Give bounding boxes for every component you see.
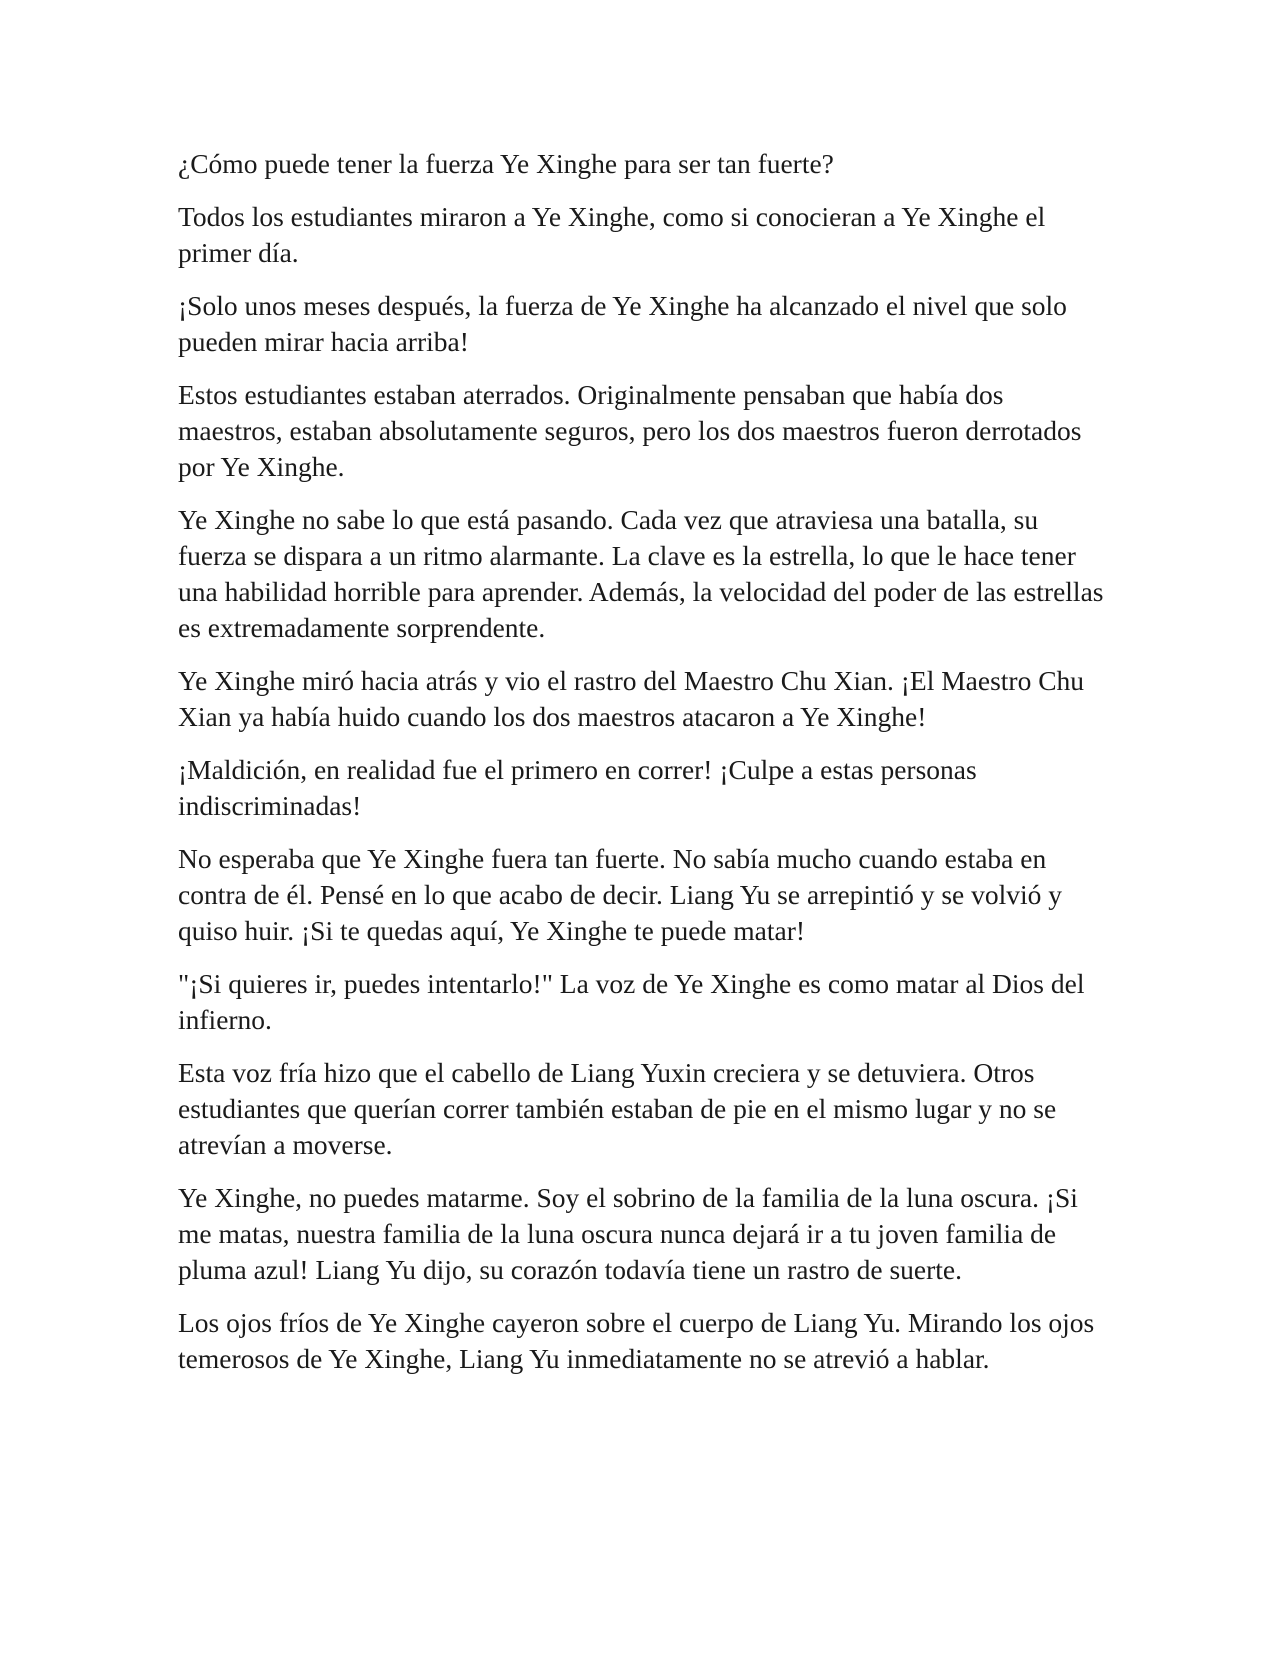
paragraph: ¡Solo unos meses después, la fuerza de Ye Xinghe ha alcanzado el nivel que solo pueden mirar hacia arriba! <box>178 290 1067 357</box>
paragraph: Ye Xinghe miró hacia atrás y vio el rastro del Maestro Chu Xian. ¡El Maestro Chu Xian ya había huido cuando los dos maestros atacaron a Ye Xinghe! <box>178 665 1085 732</box>
paragraph: Ye Xinghe no sabe lo que está pasando. Cada vez que atraviesa una batalla, su fuerza se dispara a un ritmo alarmante. La clave es la estrella, lo que le hace tener una habilidad horrible para aprender. Además, la velocidad del poder de las estrellas es extremadamente sorprendente. <box>178 504 1104 643</box>
paragraph: Todos los estudiantes miraron a Ye Xinghe, como si conocieran a Ye Xinghe el primer día. <box>178 201 1046 268</box>
paragraph: ¿Cómo puede tener la fuerza Ye Xinghe para ser tan fuerte? <box>178 148 834 179</box>
paragraph: ¡Maldición, en realidad fue el primero en correr! ¡Culpe a estas personas indiscriminadas! <box>178 754 977 821</box>
paragraph: No esperaba que Ye Xinghe fuera tan fuerte. No sabía mucho cuando estaba en contra de él. Pensé en lo que acabo de decir. Liang Yu se arrepintió y se volvió y quiso huir. ¡Si te quedas aquí, Ye Xinghe te puede matar! <box>178 843 1063 946</box>
paragraph: Ye Xinghe, no puedes matarme. Soy el sobrino de la familia de la luna oscura. ¡Si me matas, nuestra familia de la luna oscura nunca dejará ir a tu joven familia de pluma azul! Liang Yu dijo, su corazón todavía tiene un rastro de suerte. <box>178 1182 1078 1285</box>
paragraph: Los ojos fríos de Ye Xinghe cayeron sobre el cuerpo de Liang Yu. Mirando los ojos temerosos de Ye Xinghe, Liang Yu inmediatamente no se atrevió a hablar. <box>178 1307 1095 1374</box>
document-body <box>178 146 1108 1394</box>
paragraph: "¡Si quieres ir, puedes intentarlo!" La voz de Ye Xinghe es como matar al Dios del infierno. <box>178 968 1085 1035</box>
paragraph: Esta voz fría hizo que el cabello de Liang Yuxin creciera y se detuviera. Otros estudiantes que querían correr también estaban de pie en el mismo lugar y no se atrevían a moverse. <box>178 1057 1057 1160</box>
paragraph: Estos estudiantes estaban aterrados. Originalmente pensaban que había dos maestros, estaban absolutamente seguros, pero los dos maestros fueron derrotados por Ye Xinghe. <box>178 379 1082 482</box>
